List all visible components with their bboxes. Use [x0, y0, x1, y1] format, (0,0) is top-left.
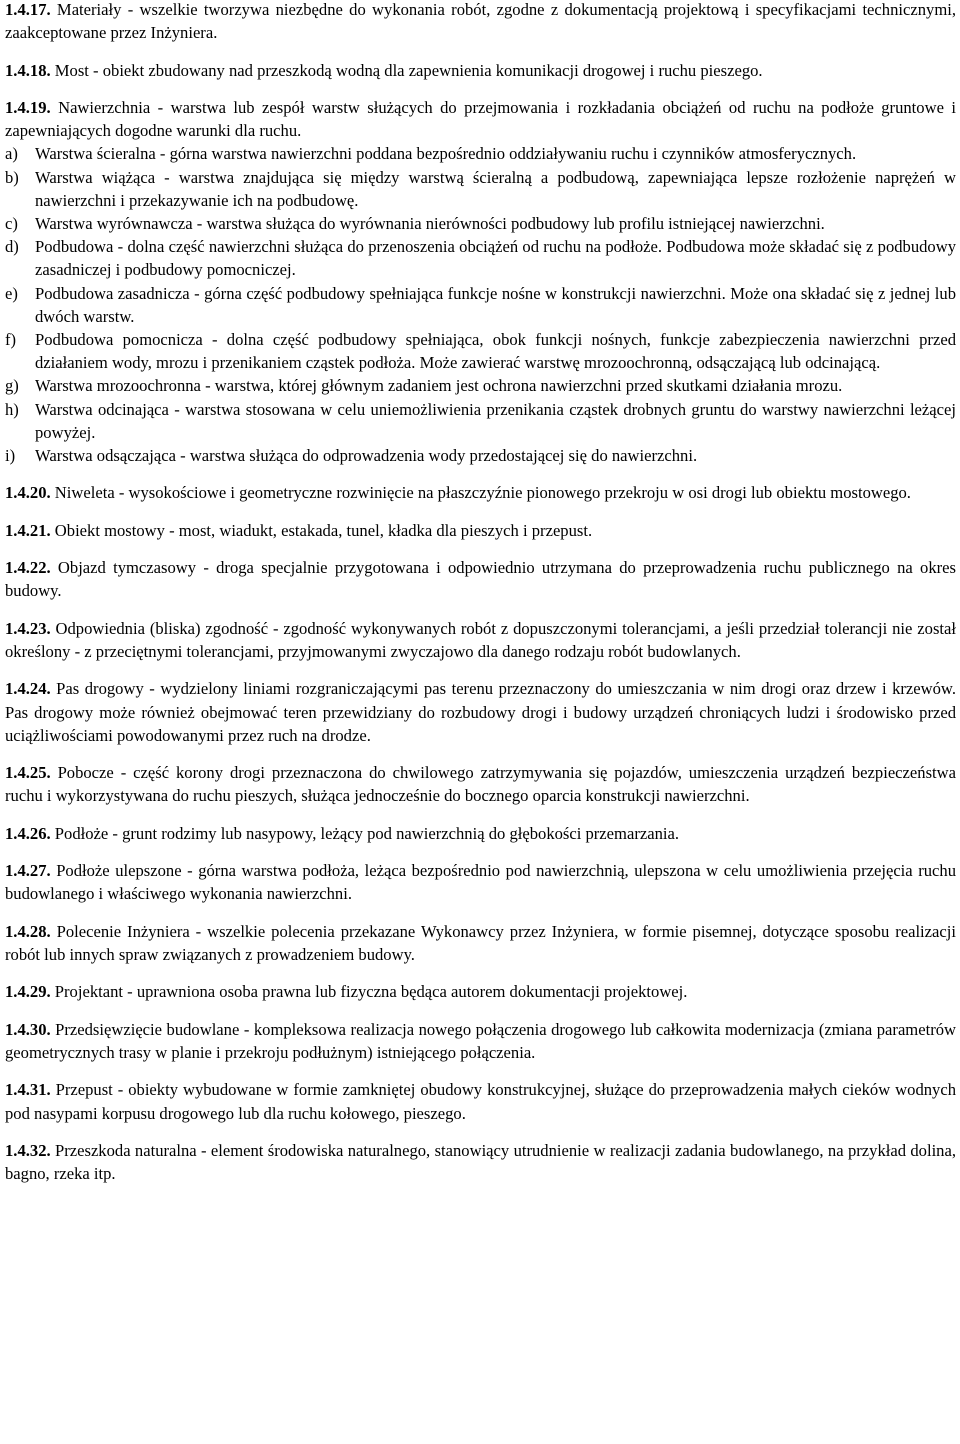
definition-text: Obiekt mostowy - most, wiadukt, estakada, tunel, kładka dla pieszych i przepust.: [50, 520, 593, 540]
list-item: [5, 212, 956, 235]
list-item: [5, 166, 956, 212]
definition-1-4-19: [5, 96, 956, 142]
definition-number: 1.4.21.: [5, 520, 51, 540]
definition-text: Podłoże ulepszone - górna warstwa podłoża, leżąca bezpośrednio pod nawierzchnią, ulepszona w celu umożliwienia przejęcia ruchu budowlanego i właściwego wykonania nawierzchni.: [5, 861, 956, 904]
list-item-marker: g): [5, 376, 19, 396]
definition-1-4-31: [5, 1078, 956, 1124]
list-item-marker: f): [5, 330, 17, 350]
list-item-marker: c): [5, 214, 18, 233]
list-item-marker: b): [5, 167, 19, 187]
definition-number: 1.4.19.: [5, 97, 51, 117]
definition-1-4-18: [5, 59, 956, 82]
list-item: [5, 142, 956, 165]
definition-text: Materiały - wszelkie tworzywa niezbędne do wykonania robót, zgodne z dokumentacją projektową i specyfikacjami technicznymi, zaakceptowane przez Inżyniera.: [5, 0, 956, 43]
definition-number: 1.4.31.: [5, 1080, 51, 1100]
definition-1-4-17: [5, 0, 956, 44]
definition-number: 1.4.32.: [5, 1140, 51, 1160]
definition-number: 1.4.27.: [5, 861, 51, 881]
definition-text: Podłoże - grunt rodzimy lub nasypowy, leżący pod nawierzchnią do głębokości przemarzania.: [50, 823, 679, 843]
definition-text: Most - obiekt zbudowany nad przeszkodą wodną dla zapewnienia komunikacji drogowej i ruchu pieszego.: [50, 60, 763, 80]
list-item: [5, 398, 956, 444]
definition-1-4-30: [5, 1018, 956, 1064]
definition-number: 1.4.26.: [5, 823, 51, 843]
definition-text: Projektant - uprawniona osoba prawna lub fizyczna będąca autorem dokumentacji projektowej.: [50, 982, 688, 1002]
list-item-text: Warstwa odsączająca - warstwa służąca do odprowadzenia wody przedostającej się do nawierzchni.: [35, 446, 698, 466]
list-item-text: Podbudowa zasadnicza - górna część podbudowy spełniająca funkcje nośne w konstrukcji nawierzchni. Może ona składać się z jednej lub dwóch warstw.: [35, 283, 956, 326]
definition-text: Odpowiednia (bliska) zgodność - zgodność wykonywanych robót z dopuszczonymi tolerancjami, a jeśli przedział tolerancji nie został określony - z przeciętnymi tolerancjami, przyjmowanymi zwyczajowo dla danego rodzaju robót budowlanych.: [5, 618, 956, 661]
list-item-text: Warstwa mrozoochronna - warstwa, której głównym zadaniem jest ochrona nawierzchni przed skutkami działania mrozu.: [35, 376, 843, 396]
definition-number: 1.4.24.: [5, 679, 51, 699]
list-item-marker: a): [5, 144, 18, 164]
definition-text: Przepust - obiekty wybudowane w formie zamkniętej obudowy konstrukcyjnej, służące do przeprowadzenia małych cieków wodnych pod nasypami korpusu drogowego lub dla ruchu kołowego, pieszego.: [5, 1080, 956, 1123]
definition-1-4-28: [5, 920, 956, 966]
definition-text: Pobocze - część korony drogi przeznaczona do chwilowego zatrzymywania się pojazdów, umieszczenia urządzeń bezpieczeństwa ruchu i wykorzystywana do ruchu pieszych, służąca jednocześnie do bocznego oparcia konstrukcji nawierzchni.: [5, 763, 956, 806]
list-item-text: Warstwa odcinająca - warstwa stosowana w celu uniemożliwienia przenikania cząstek drobnych gruntu do warstwy nawierzchni leżącej powyżej.: [35, 399, 956, 442]
list-item-marker: i): [5, 446, 16, 466]
definition-1-4-29: [5, 980, 956, 1003]
definition-number: 1.4.28.: [5, 921, 51, 941]
list-item-text: Warstwa ścieralna - górna warstwa nawierzchni poddana bezpośrednio oddziaływaniu ruchu i czynników atmosferycznych.: [35, 144, 857, 164]
definition-1-4-27: [5, 859, 956, 905]
nawierzchnia-layers-list: [5, 142, 956, 467]
list-item-text: Podbudowa pomocnicza - dolna część podbudowy spełniająca, obok funkcji nośnych, funkcje zabezpieczenia nawierzchni przed działaniem wody, mrozu i przenikaniem cząstek podłoża. Może zawierać warstwę mrozoochronną, odsączającą lub odcinającą.: [35, 330, 956, 373]
definition-text: Niweleta - wysokościowe i geometryczne rozwinięcie na płaszczyźnie pionowego przekroju w osi drogi lub obiektu mostowego.: [50, 483, 911, 503]
definition-text: Nawierzchnia - warstwa lub zespół warstw służących do przejmowania i rozkładania obciążeń od ruchu na podłoże gruntowe i zapewniających dogodne warunki dla ruchu.: [5, 97, 956, 141]
definition-text: Objazd tymczasowy - droga specjalnie przygotowana i odpowiednio utrzymana do przeprowadzenia ruchu publicznego na okres budowy.: [5, 558, 956, 601]
list-item-text: Podbudowa - dolna część nawierzchni służąca do przenoszenia obciążeń od ruchu na podłoże. Podbudowa może składać się z podbudowy zasadniczej i podbudowy pomocniczej.: [35, 237, 956, 280]
definition-1-4-20: [5, 481, 956, 504]
definition-number: 1.4.25.: [5, 763, 51, 783]
definition-1-4-21: [5, 519, 956, 542]
list-item-text: Warstwa wyrównawcza - warstwa służąca do wyrównania nierówności podbudowy lub profilu istniejącej nawierzchni.: [35, 214, 825, 233]
definition-number: 1.4.30.: [5, 1019, 51, 1039]
definition-number: 1.4.22.: [5, 558, 51, 578]
list-item: [5, 374, 956, 397]
definition-text: Przedsięwzięcie budowlane - kompleksowa realizacja nowego połączenia drogowego lub całkowita modernizacja (zmiana parametrów geometrycznych trasy w planie i przekroju podłużnym) istniejącego połączenia.: [5, 1019, 956, 1062]
definition-number: 1.4.18.: [5, 60, 51, 80]
definition-1-4-22: [5, 556, 956, 602]
list-item-marker: d): [5, 237, 19, 257]
list-item: [5, 328, 956, 374]
definition-text: Polecenie Inżyniera - wszelkie polecenia przekazane Wykonawcy przez Inżyniera, w formie pisemnej, dotyczące sposobu realizacji robót lub innych spraw związanych z prowadzeniem budowy.: [5, 921, 956, 964]
definition-number: 1.4.17.: [5, 0, 51, 19]
definition-text: Pas drogowy - wydzielony liniami rozgraniczającymi pas terenu przeznaczony do umieszczania w nim drogi oraz drzew i krzewów. Pas drogowy może również obejmować teren przewidziany do rozbudowy drogi i budowy urządzeń chroniących ludzi i środowisko przed uciążliwościami powodowanymi przez ruch na drodze.: [5, 679, 956, 745]
document-page: [5, 0, 956, 1200]
list-item-text: Warstwa wiążąca - warstwa znajdująca się między warstwą ścieralną a podbudową, zapewniająca lepsze rozłożenie naprężeń w nawierzchni i przekazywanie ich na podbudowę.: [35, 167, 956, 210]
list-item: [5, 235, 956, 281]
list-item: [5, 282, 956, 328]
definition-1-4-32: [5, 1139, 956, 1185]
definition-number: 1.4.23.: [5, 618, 51, 638]
definition-text: Przeszkoda naturalna - element środowiska naturalnego, stanowiący utrudnienie w realizacji zadania budowlanego, na przykład dolina, bagno, rzeka itp.: [5, 1140, 956, 1184]
list-item-marker: e): [5, 283, 18, 303]
definition-1-4-24: [5, 677, 956, 747]
definition-number: 1.4.29.: [5, 982, 51, 1002]
definition-number: 1.4.20.: [5, 483, 51, 503]
list-item-marker: h): [5, 399, 19, 419]
list-item: [5, 444, 956, 467]
definition-1-4-25: [5, 761, 956, 807]
definition-1-4-26: [5, 822, 956, 845]
definition-1-4-23: [5, 617, 956, 663]
